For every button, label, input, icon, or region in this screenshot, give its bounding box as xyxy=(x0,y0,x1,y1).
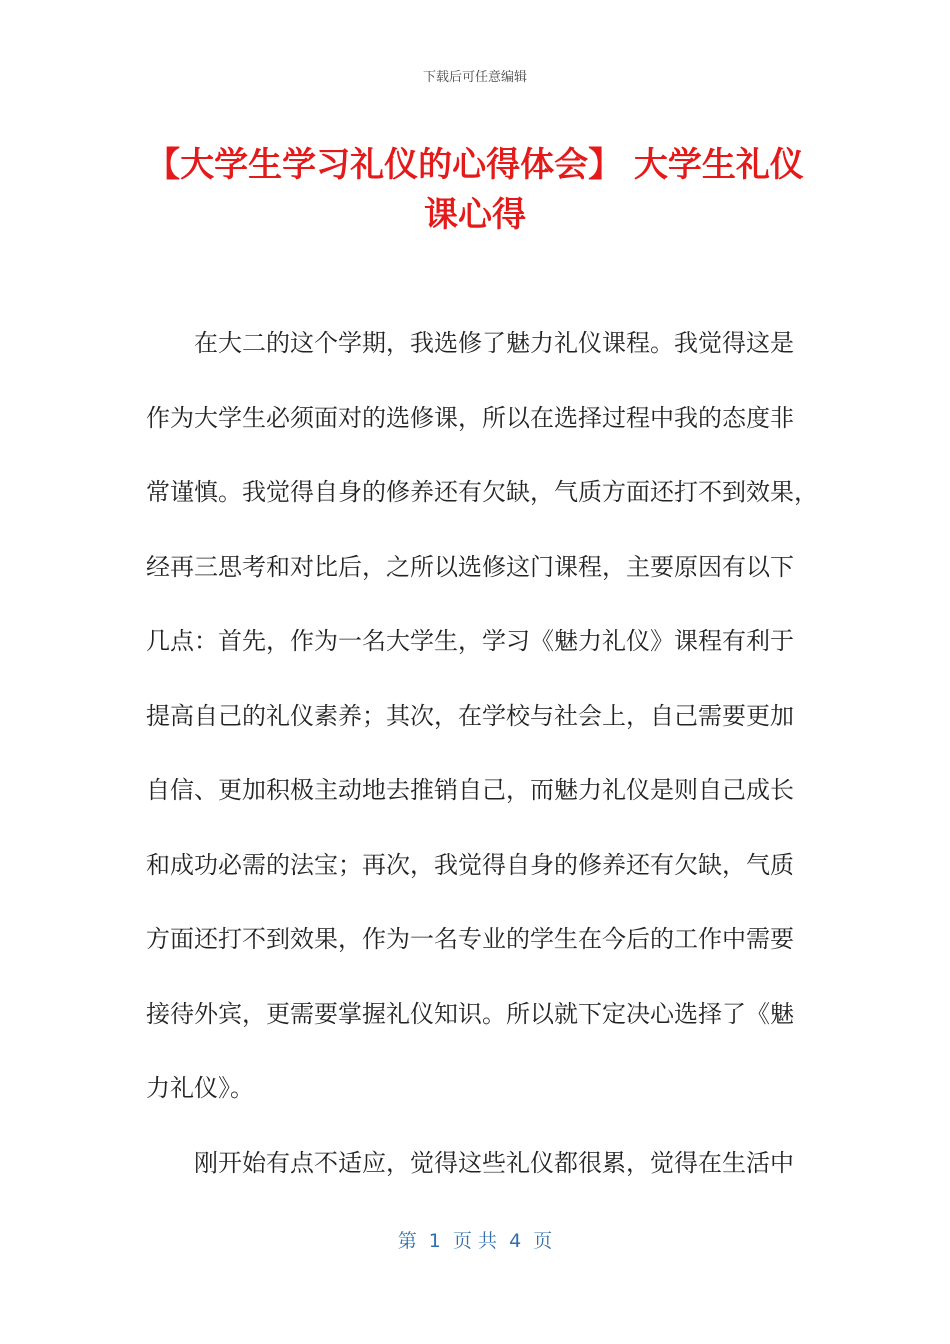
paragraph-line: 方面还打不到效果，作为一名专业的学生在今后的工作中需要 xyxy=(146,925,794,953)
document-title xyxy=(130,140,820,240)
paragraph-line: 作为大学生必须面对的选修课，所以在选择过程中我的态度非 xyxy=(146,403,794,432)
paragraph-line: 刚开始有点不适应，觉得这些礼仪都很累，觉得在生活中 xyxy=(194,1148,794,1177)
header-note: 下载后可任意编辑 xyxy=(422,70,527,85)
paragraph-line: 自信、更加积极主动地去推销自己，而魅力礼仪是则自己成长 xyxy=(146,776,794,804)
body-text xyxy=(146,318,818,1212)
paragraph-line: 提高自己的礼仪素养；其次，在学校与社会上，自己需要更加 xyxy=(146,701,794,730)
paragraph-line: 在大二的这个学期，我选修了魅力礼仪课程。我觉得这是 xyxy=(194,329,794,357)
title-line-2: 课心得 xyxy=(424,195,526,235)
paragraph-line: 常谨慎。我觉得自身的修养还有欠缺，气质方面还打不到效果， xyxy=(146,478,818,506)
paragraph-line: 和成功必需的法宝；再次，我觉得自身的修养还有欠缺，气质 xyxy=(146,850,794,879)
paragraph-line: 经再三思考和对比后，之所以选修这门课程，主要原因有以下 xyxy=(146,552,794,581)
page-number-footer: 第 1 页 共 4 页 xyxy=(397,1230,553,1252)
paragraph-line: 几点：首先，作为一名大学生，学习《魅力礼仪》课程有利于 xyxy=(146,627,794,655)
paragraph-line: 力礼仪》。 xyxy=(146,1074,254,1102)
title-line-1: 【大学生学习礼仪的心得体会】 大学生礼仪 xyxy=(146,145,804,185)
paragraph-line: 接待外宾，更需要掌握礼仪知识。所以就下定决心选择了《魅 xyxy=(146,999,794,1028)
